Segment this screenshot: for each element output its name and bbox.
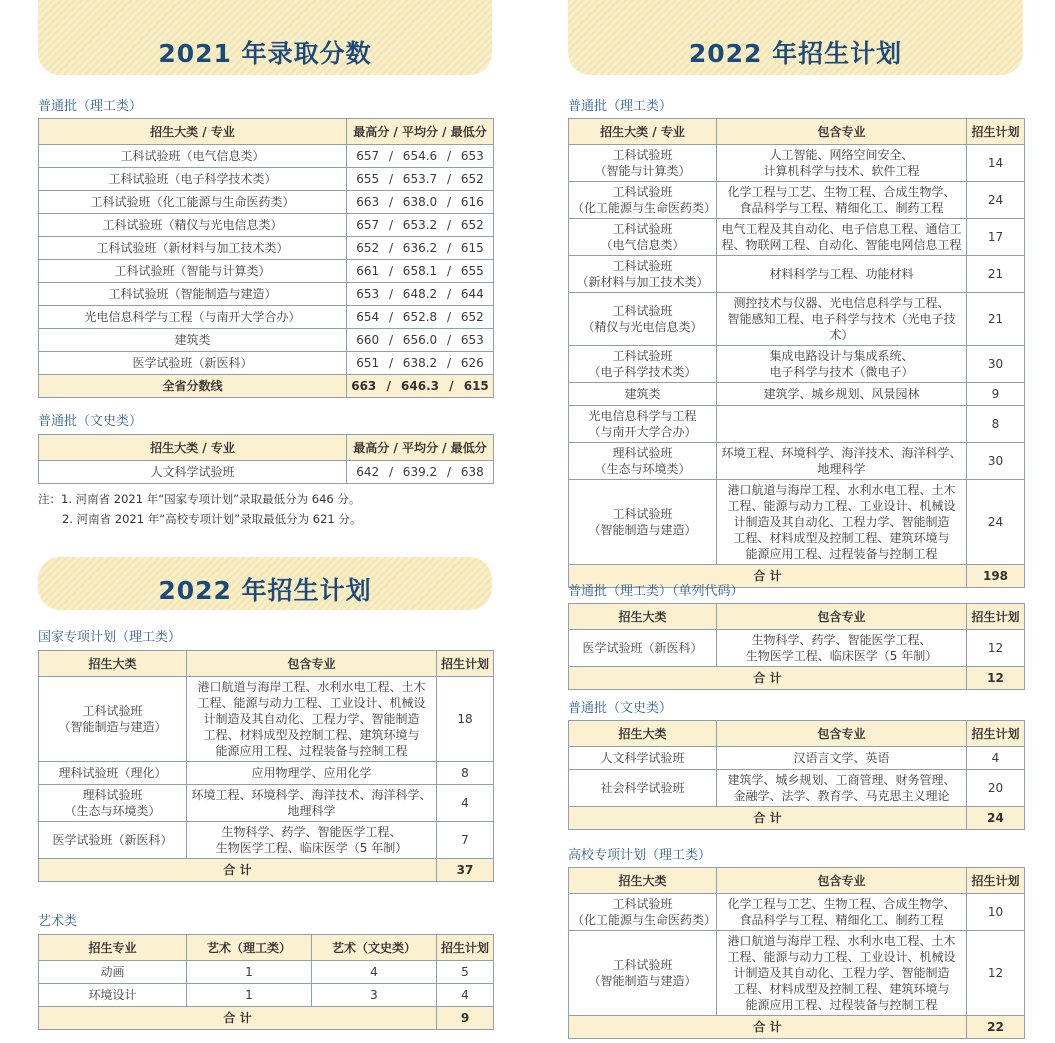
table-cell: 12 xyxy=(967,931,1025,1016)
table-cell: 21 xyxy=(967,256,1025,293)
table-header-row xyxy=(569,604,1025,630)
column-header: 招生专业 xyxy=(39,935,187,961)
column-header: 包含专业 xyxy=(717,868,967,894)
table-total-row xyxy=(569,807,1025,830)
column-header: 招生大类 xyxy=(39,651,187,677)
total-value: 9 xyxy=(437,1007,494,1030)
table-row xyxy=(39,961,494,984)
table-row xyxy=(39,461,494,484)
table-cell: 7 xyxy=(437,822,494,859)
table-cell: 4 xyxy=(967,747,1025,770)
column-header: 最高分 / 平均分 / 最低分 xyxy=(347,435,494,461)
section-title: 2022 年招生计划 xyxy=(688,39,903,68)
table-row xyxy=(39,214,494,237)
table-header-row xyxy=(39,935,494,961)
table-row xyxy=(569,406,1025,443)
column-header: 招生大类 / 专业 xyxy=(39,435,347,461)
column-header: 招生计划 xyxy=(967,868,1025,894)
table-row xyxy=(569,894,1025,931)
total-label: 合 计 xyxy=(569,667,967,690)
table-row xyxy=(39,822,494,859)
total-value: 12 xyxy=(967,667,1025,690)
table-row xyxy=(569,346,1025,383)
table-cell: 3 xyxy=(312,984,437,1007)
table-cell: 测控技术与仪器、光电信息科学与工程、 智能感知工程、电子科学与技术（光电子技术） xyxy=(717,293,967,346)
table-cell: 环境工程、环境科学、海洋技术、海洋科学、 地理科学 xyxy=(187,785,437,822)
table-cell: 工科试验班（电气信息类） xyxy=(39,145,347,168)
table-cell: 工科试验班（精仪与光电信息类） xyxy=(39,214,347,237)
table-row xyxy=(39,984,494,1007)
column-header: 最高分 / 平均分 / 最低分 xyxy=(347,119,494,145)
banner-2022-plan-left xyxy=(38,557,492,610)
table-cell: 工科试验班（化工能源与生命医药类） xyxy=(39,191,347,214)
table-cell: 24 xyxy=(967,182,1025,219)
table-row xyxy=(569,931,1025,1016)
note-1: 注：1. 河南省 2021 年“国家专项计划”录取最低分为 646 分。 xyxy=(38,492,361,506)
column-header: 招生计划 xyxy=(437,935,494,961)
table-cell: 建筑学、城乡规划、风景园林 xyxy=(717,383,967,406)
total-value: 198 xyxy=(967,565,1025,588)
total-value: 663 / 646.3 / 615 xyxy=(347,375,494,398)
table-cell: 人工智能、网络空间安全、 计算机科学与技术、软件工程 xyxy=(717,145,967,182)
table-cell: 人文科学试验班 xyxy=(569,747,717,770)
table-row xyxy=(569,747,1025,770)
table-cell: 理科试验班 （生态与环境类） xyxy=(39,785,187,822)
table-row xyxy=(569,145,1025,182)
table-cell: 4 xyxy=(437,984,494,1007)
table-cell: 光电信息科学与工程（与南开大学合办） xyxy=(39,306,347,329)
plan-table-liberal-arts xyxy=(568,720,1025,830)
plan-table-separate-code xyxy=(568,603,1025,690)
banner-2022-plan-right xyxy=(568,0,1023,75)
table-cell: 人文科学试验班 xyxy=(39,461,347,484)
section-heading: 普通批（理工类）（单列代码） xyxy=(568,584,744,599)
table-row xyxy=(39,785,494,822)
table-row xyxy=(39,145,494,168)
column-header: 招生计划 xyxy=(967,721,1025,747)
section-heading: 普通批（理工类） xyxy=(38,99,143,114)
table-cell: 工科试验班 （化工能源与生命医药类） xyxy=(569,182,717,219)
table-cell: 657 / 654.6 / 653 xyxy=(347,145,494,168)
score-table-liberal-arts xyxy=(38,434,494,484)
table-row xyxy=(39,306,494,329)
total-label: 合 计 xyxy=(39,859,437,882)
table-cell: 化学工程与工艺、生物工程、合成生物学、 食品科学与工程、精细化工、制药工程 xyxy=(717,894,967,931)
table-header-row xyxy=(569,119,1025,145)
table-cell: 4 xyxy=(312,961,437,984)
table-row xyxy=(569,293,1025,346)
table-cell: 生物科学、药学、智能医学工程、 生物医学工程、临床医学（5 年制） xyxy=(187,822,437,859)
section-heading: 普通批（文史类） xyxy=(568,701,673,716)
table-cell: 工科试验班（电子科学技术类） xyxy=(39,168,347,191)
table-row xyxy=(569,219,1025,256)
table-cell: 工科试验班 （智能与计算类） xyxy=(569,145,717,182)
table-cell: 653 / 648.2 / 644 xyxy=(347,283,494,306)
table-cell: 动画 xyxy=(39,961,187,984)
table-cell: 建筑学、城乡规划、工商管理、财务管理、 金融学、法学、教育学、马克思主义理论 xyxy=(717,770,967,807)
column-header: 艺术（理工类） xyxy=(187,935,312,961)
table-cell: 港口航道与海岸工程、水利水电工程、土木 工程、能源与动力工程、工业设计、机械设 计制造及其自动化、工程力学、智能制造 工程、材料成型及控制工程、建筑环境与 能源应用工程、过程装备与控制工程 xyxy=(717,480,967,565)
table-cell: 应用物理学、应用化学 xyxy=(187,762,437,785)
table-cell: 医学试验班（新医科） xyxy=(39,352,347,375)
table-cell: 建筑类 xyxy=(39,329,347,352)
table-cell xyxy=(717,406,967,443)
table-cell: 建筑类 xyxy=(569,383,717,406)
table-cell: 8 xyxy=(967,406,1025,443)
section-heading: 普通批（理工类） xyxy=(568,99,673,114)
table-cell: 生物科学、药学、智能医学工程、 生物医学工程、临床医学（5 年制） xyxy=(717,630,967,667)
table-cell: 657 / 653.2 / 652 xyxy=(347,214,494,237)
column-header: 包含专业 xyxy=(717,604,967,630)
table-cell: 工科试验班 （智能制造与建造） xyxy=(569,931,717,1016)
table-cell: 社会科学试验班 xyxy=(569,770,717,807)
table-cell: 工科试验班 （电气信息类） xyxy=(569,219,717,256)
table-row xyxy=(569,770,1025,807)
table-cell: 21 xyxy=(967,293,1025,346)
table-cell: 集成电路设计与集成系统、 电子科学与技术（微电子） xyxy=(717,346,967,383)
column-header: 招生大类 xyxy=(569,721,717,747)
table-row xyxy=(569,383,1025,406)
table-cell: 工科试验班 （智能制造与建造） xyxy=(39,677,187,762)
column-header: 招生计划 xyxy=(967,604,1025,630)
table-row xyxy=(39,237,494,260)
total-value: 22 xyxy=(967,1016,1025,1039)
column-header: 招生计划 xyxy=(437,651,494,677)
section-title: 2021 年录取分数 xyxy=(158,39,372,68)
table-cell: 14 xyxy=(967,145,1025,182)
table-row xyxy=(39,168,494,191)
table-cell: 港口航道与海岸工程、水利水电工程、土木 工程、能源与动力工程、工业设计、机械设 计制造及其自动化、工程力学、智能制造 工程、材料成型及控制工程、建筑环境与 能源应用工程、过程装备与控制工程 xyxy=(717,931,967,1016)
table-cell: 工科试验班（智能制造与建造） xyxy=(39,283,347,306)
table-cell: 10 xyxy=(967,894,1025,931)
table-cell: 660 / 656.0 / 653 xyxy=(347,329,494,352)
table-cell: 654 / 652.8 / 652 xyxy=(347,306,494,329)
table-row xyxy=(39,352,494,375)
table-row xyxy=(39,191,494,214)
table-cell: 12 xyxy=(967,630,1025,667)
table-row xyxy=(39,283,494,306)
total-value: 37 xyxy=(437,859,494,882)
score-table-science xyxy=(38,118,494,398)
total-label: 合 计 xyxy=(569,565,967,588)
column-header: 包含专业 xyxy=(187,651,437,677)
table-cell: 661 / 658.1 / 655 xyxy=(347,260,494,283)
table-cell: 光电信息科学与工程 （与南开大学合办） xyxy=(569,406,717,443)
table-cell: 工科试验班 （精仪与光电信息类） xyxy=(569,293,717,346)
section-heading: 艺术类 xyxy=(38,914,78,929)
table-cell: 工科试验班 （化工能源与生命医药类） xyxy=(569,894,717,931)
table-cell: 环境工程、环境科学、海洋技术、海洋科学、 地理科学 xyxy=(717,443,967,480)
table-header-row xyxy=(39,651,494,677)
total-label: 合 计 xyxy=(569,1016,967,1039)
table-header-row xyxy=(569,721,1025,747)
table-cell: 18 xyxy=(437,677,494,762)
table-cell: 30 xyxy=(967,346,1025,383)
total-label: 合 计 xyxy=(39,1007,437,1030)
column-header: 包含专业 xyxy=(717,721,967,747)
section-title: 2022 年招生计划 xyxy=(158,576,372,605)
table-cell: 理科试验班 （生态与环境类） xyxy=(569,443,717,480)
table-total-row xyxy=(39,859,494,882)
table-cell: 1 xyxy=(187,984,312,1007)
table-cell: 工科试验班 （智能制造与建造） xyxy=(569,480,717,565)
table-cell: 663 / 638.0 / 616 xyxy=(347,191,494,214)
table-cell: 汉语言文学、英语 xyxy=(717,747,967,770)
table-cell: 化学工程与工艺、生物工程、合成生物学、 食品科学与工程、精细化工、制药工程 xyxy=(717,182,967,219)
section-heading: 国家专项计划（理工类） xyxy=(38,630,182,645)
table-cell: 9 xyxy=(967,383,1025,406)
column-header: 招生大类 xyxy=(569,604,717,630)
table-cell: 工科试验班 （电子科学技术类） xyxy=(569,346,717,383)
plan-table-art xyxy=(38,934,494,1030)
table-cell: 理科试验班（理化） xyxy=(39,762,187,785)
table-cell: 8 xyxy=(437,762,494,785)
table-row xyxy=(39,677,494,762)
table-cell: 17 xyxy=(967,219,1025,256)
banner-2021-scores xyxy=(38,0,492,75)
column-header: 艺术（文史类） xyxy=(312,935,437,961)
total-label: 全省分数线 xyxy=(39,375,347,398)
table-row xyxy=(569,256,1025,293)
table-row xyxy=(39,762,494,785)
table-cell: 20 xyxy=(967,770,1025,807)
table-cell: 30 xyxy=(967,443,1025,480)
table-header-row xyxy=(39,119,494,145)
plan-table-national-special xyxy=(38,650,494,882)
table-cell: 环境设计 xyxy=(39,984,187,1007)
section-heading: 高校专项计划（理工类） xyxy=(568,848,712,863)
table-row xyxy=(569,630,1025,667)
table-cell: 工科试验班 （新材料与加工技术类） xyxy=(569,256,717,293)
table-cell: 工科试验班（新材料与加工技术类） xyxy=(39,237,347,260)
table-total-row xyxy=(39,1007,494,1030)
column-header: 招生大类 xyxy=(569,868,717,894)
total-value: 24 xyxy=(967,807,1025,830)
table-cell: 4 xyxy=(437,785,494,822)
table-cell: 电气工程及其自动化、电子信息工程、通信工 程、物联网工程、自动化、智能电网信息工程 xyxy=(717,219,967,256)
total-label: 合 计 xyxy=(569,807,967,830)
table-cell: 医学试验班（新医科） xyxy=(39,822,187,859)
table-row xyxy=(39,260,494,283)
plan-table-university-special xyxy=(568,867,1025,1039)
table-cell: 24 xyxy=(967,480,1025,565)
table-total-row xyxy=(39,375,494,398)
table-cell: 1 xyxy=(187,961,312,984)
plan-table-science xyxy=(568,118,1025,588)
table-cell: 医学试验班（新医科） xyxy=(569,630,717,667)
column-header: 包含专业 xyxy=(717,119,967,145)
note-2: 2. 河南省 2021 年“高校专项计划”录取最低分为 621 分。 xyxy=(62,512,362,526)
column-header: 招生大类 / 专业 xyxy=(39,119,347,145)
table-cell: 工科试验班（智能与计算类） xyxy=(39,260,347,283)
section-heading: 普通批（文史类） xyxy=(38,414,143,429)
table-cell: 5 xyxy=(437,961,494,984)
table-row xyxy=(569,480,1025,565)
column-header: 招生计划 xyxy=(967,119,1025,145)
table-row xyxy=(569,443,1025,480)
table-row xyxy=(569,182,1025,219)
table-header-row xyxy=(569,868,1025,894)
table-cell: 港口航道与海岸工程、水利水电工程、土木 工程、能源与动力工程、工业设计、机械设 计制造及其自动化、工程力学、智能制造 工程、材料成型及控制工程、建筑环境与 能源应用工程、过程装备与控制工程 xyxy=(187,677,437,762)
table-cell: 材料科学与工程、功能材料 xyxy=(717,256,967,293)
table-total-row xyxy=(569,667,1025,690)
table-cell: 642 / 639.2 / 638 xyxy=(347,461,494,484)
table-header-row xyxy=(39,435,494,461)
table-total-row xyxy=(569,1016,1025,1039)
table-cell: 652 / 636.2 / 615 xyxy=(347,237,494,260)
table-cell: 651 / 638.2 / 626 xyxy=(347,352,494,375)
table-cell: 655 / 653.7 / 652 xyxy=(347,168,494,191)
table-row xyxy=(39,329,494,352)
column-header: 招生大类 / 专业 xyxy=(569,119,717,145)
